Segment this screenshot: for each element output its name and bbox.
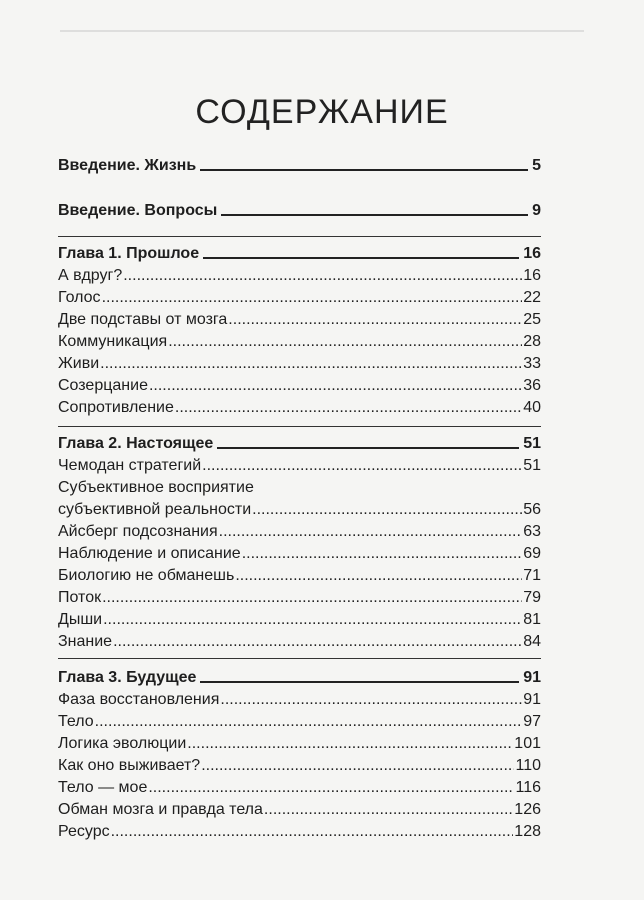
toc-page-number: 71 [523,567,541,584]
toc-entry-chapter-2 [58,433,541,455]
toc-page-number: 5 [532,157,541,174]
section-divider [58,426,541,427]
toc-leader-dots [148,777,514,799]
toc-entry-label: Коммуникация [58,333,168,350]
toc-page-number: 25 [523,311,541,328]
toc-page-number: 97 [523,713,541,730]
toc-entry-label: Как оно выживает? [58,757,201,774]
toc-leader-dots [252,499,522,521]
toc-entry [58,521,541,543]
toc-entry-chapter-3 [58,667,541,689]
section-divider [58,236,541,237]
toc-entry-intro-life [58,155,541,177]
toc-leader-dots [264,799,513,821]
toc-entry-label: Логика эволюции [58,735,187,752]
toc-leader-dots [168,331,522,353]
toc-entry-label: Две подставы от мозга [58,311,228,328]
bleed-through-line [60,30,584,32]
toc-leader-rule [200,667,519,683]
toc-leader-dots [228,309,522,331]
toc-page-number: 63 [523,523,541,540]
toc-entry-label: Созерцание [58,377,148,394]
toc-entry [58,777,541,799]
toc-entry-label: Глава 3. Будущее [58,669,197,686]
toc-entry-label: Обман мозга и правда тела [58,801,263,818]
toc-entry-label: Фаза восстановления [58,691,220,708]
toc-page-number: 56 [523,501,541,518]
toc-entry [58,821,541,843]
toc-entry-label: Глава 1. Прошлое [58,245,200,262]
toc-entry-chapter-1 [58,243,541,265]
toc-page-number: 79 [523,589,541,606]
toc-page-number: 101 [514,735,541,752]
toc-entry [58,375,541,397]
toc-leader-dots [103,609,522,631]
toc-entry-label: Живи [58,355,100,372]
toc-page-number: 16 [523,245,541,262]
toc-page-number: 84 [523,633,541,650]
toc-leader-dots [242,543,523,565]
toc-leader-dots [123,265,522,287]
toc-entry [58,455,541,477]
toc-entry [58,689,541,711]
toc-entry-label: А вдруг? [58,267,123,284]
toc-entry [58,733,541,755]
toc-entry [58,397,541,419]
toc-entry-label: Айсберг подсознания [58,523,218,540]
toc-leader-dots [201,755,514,777]
toc-page-number: 126 [514,801,541,818]
toc-leader-dots [102,287,523,309]
toc-entry [58,609,541,631]
toc-leader-dots [202,455,522,477]
page-title: СОДЕРЖАНИЕ [195,92,449,131]
toc-leader-rule [203,243,519,259]
toc-entry-label: Введение. Вопросы [58,202,218,219]
toc-entry [58,755,541,777]
toc-entry-label: Сопротивление [58,399,174,416]
toc-page-number: 16 [523,267,541,284]
toc-leader-dots [113,631,522,653]
toc-page-number: 116 [515,779,541,796]
toc-page-number: 51 [523,457,541,474]
toc-entry [58,587,541,609]
toc-entry-label: Субъективное восприятие [58,479,254,496]
toc-entry [58,631,541,653]
toc-entry [58,331,541,353]
toc-page-number: 22 [523,289,541,306]
toc-entry-label: Тело — мое [58,779,148,796]
toc-leader-dots [187,733,513,755]
toc-entry [58,309,541,331]
toc-entry [58,711,541,733]
toc-entry-label: Биологию не обманешь [58,567,235,584]
toc-page-number: 91 [523,691,541,708]
toc-page-number: 81 [523,611,541,628]
toc-entry [58,499,541,521]
toc-entry [58,565,541,587]
toc-entry-label: Глава 2. Настоящее [58,435,214,452]
toc-leader-dots [95,711,523,733]
toc-page-number: 51 [523,435,541,452]
toc-page-number: 91 [523,669,541,686]
toc-leader-dots [220,689,522,711]
toc-leader-rule [200,155,528,171]
toc-page-number: 36 [523,377,541,394]
toc-page-number: 128 [514,823,541,840]
toc-entry-label: Ресурс [58,823,110,840]
toc-leader-dots [102,587,522,609]
toc-leader-dots [175,397,522,419]
toc-page-number: 9 [532,202,541,219]
toc-entry-label: Знание [58,633,113,650]
toc-entry-label: Голос [58,289,101,306]
toc-entry [58,543,541,565]
section-divider [58,658,541,659]
toc-entry-intro-questions [58,200,541,222]
toc-entry-label: Наблюдение и описание [58,545,241,562]
toc-leader-dots [149,375,522,397]
toc-page-number: 33 [523,355,541,372]
toc-entry-label: Поток [58,589,102,606]
toc-leader-rule [217,433,519,449]
toc-entry-wrapped-line [58,477,541,499]
toc-entry-label: субъективной реальности [58,501,252,518]
toc-leader-dots [111,821,514,843]
toc-leader-dots [219,521,523,543]
toc-entry-label: Введение. Жизнь [58,157,197,174]
toc-leader-dots [235,565,522,587]
toc-entry-label: Чемодан стратегий [58,457,202,474]
toc-page-number: 40 [523,399,541,416]
toc-entry [58,287,541,309]
toc-leader-rule [221,200,528,216]
toc-page-number: 110 [515,757,541,774]
toc-leader-dots [100,353,522,375]
toc-entry-label: Дыши [58,611,103,628]
toc-page-number: 69 [523,545,541,562]
toc-entry-label: Тело [58,713,94,730]
toc-entry [58,799,541,821]
toc-entry [58,265,541,287]
toc-entry [58,353,541,375]
toc-page-number: 28 [523,333,541,350]
